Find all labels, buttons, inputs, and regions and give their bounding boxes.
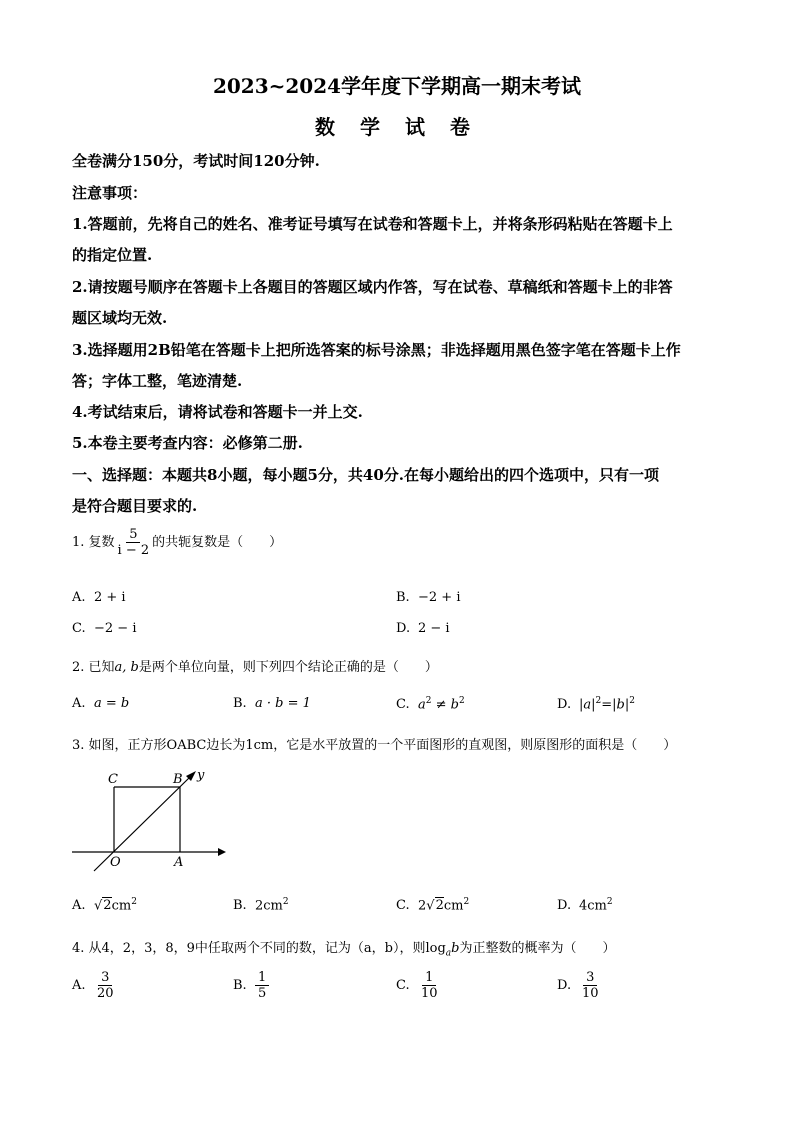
q1-fraction [115, 527, 153, 558]
q4-option-b[interactable] [233, 970, 269, 1001]
notice-item-2a: 2.请按题号顺序在答题卡上各题目的答题区域内作答，写在试卷、草稿纸和答题卡上的非答 [72, 278, 673, 296]
q2-vectors: a, b [114, 660, 139, 675]
x-axis-arrow [218, 848, 226, 856]
q2-option-b[interactable] [233, 696, 311, 711]
notice-item-1b: 的指定位置. [72, 246, 153, 264]
q4-prefix: 4. 从4，2，3，8，9中任取两个不同的数，记为（a，b），则 [72, 941, 426, 956]
q1-frac-den: i − 2 [117, 543, 150, 558]
q4-option-d[interactable] [557, 970, 602, 1001]
q1-prefix: 1. 复数 [72, 535, 115, 550]
q1-option-a-text: 2 + i [94, 590, 126, 605]
q4-option-a-label: A. [72, 978, 86, 993]
q2-option-b-label: B. [233, 696, 247, 711]
q1-option-a[interactable] [72, 590, 126, 605]
q1-option-b[interactable] [396, 590, 460, 605]
q2-option-d-b: =|b| [601, 697, 630, 713]
q4-option-b-label: B. [233, 978, 247, 993]
q4-b-num: 1 [255, 970, 269, 986]
q3-option-c-label: C. [396, 898, 410, 914]
q1-frac-num: 5 [126, 527, 140, 543]
section1-heading-a: 一、选择题：本题共8小题，每小题5分，共40分.在每小题给出的四个选项中，只有一项 [72, 466, 659, 484]
q4-option-b-frac [255, 970, 269, 1001]
q4-log-arg: b [451, 941, 460, 956]
q2-prefix: 2. 已知 [72, 660, 115, 675]
question-1 [72, 527, 282, 558]
q3-option-b-text: 2cm [255, 898, 283, 914]
q3-option-d-exp: 2 [606, 897, 613, 907]
label-b: B [173, 772, 183, 787]
q3-option-a-exp: 2 [131, 897, 137, 907]
q2-option-a[interactable] [72, 696, 129, 711]
q4-d-num: 3 [583, 970, 597, 986]
q4-option-a-frac [94, 970, 117, 1001]
q1-option-b-label: B. [396, 590, 410, 605]
q2-option-c-label: C. [396, 697, 410, 713]
q4-option-c-frac [418, 970, 441, 1001]
label-y: y [197, 768, 205, 783]
q3-option-d-label: D. [557, 898, 572, 914]
notice-item-1a: 1.答题前，先将自己的姓名、准考证号填写在试卷和答题卡上，并将条形码粘贴在答题卡上 [72, 215, 673, 233]
section1-heading-b: 是符合题目要求的. [72, 497, 198, 515]
q3-option-d-text: 4cm [579, 898, 607, 914]
q1-option-b-text: −2 + i [418, 590, 461, 605]
q2-suffix: 是两个单位向量，则下列四个结论正确的是（ ） [138, 660, 438, 675]
q2-option-a-text: a = b [94, 696, 130, 711]
q3-option-c-unit: cm [443, 898, 464, 914]
notice-item-4: 4.考试结束后，请将试卷和答题卡一并上交. [72, 403, 363, 421]
q3-option-a-label: A. [72, 898, 86, 914]
q4-log-base: a [445, 948, 452, 959]
q1-option-d-label: D. [396, 621, 411, 636]
label-o: O [110, 855, 121, 870]
q2-option-b-text: a · b = 1 [255, 696, 311, 711]
q3-option-c-exp: 2 [463, 897, 470, 907]
q3-option-c-radicand: 2 [435, 898, 444, 914]
q4-option-d-frac [579, 970, 602, 1001]
q3-figure [72, 765, 232, 875]
q4-log: log [425, 941, 446, 956]
q4-a-num: 3 [98, 970, 112, 986]
q2-option-c[interactable]: C. $a^2 \ne b^2$ [396, 696, 465, 713]
q2-option-d-a: |a| [579, 697, 596, 713]
q4-option-c-label: C. [396, 978, 410, 993]
question-3: 3. 如图，正方形OABC边长为1cm，它是水平放置的一个平面图形的直观图，则原图形的面积是（ ） [72, 738, 677, 753]
q1-option-c-text: −2 − i [94, 621, 137, 636]
q1-suffix: 的共轭复数是（ ） [152, 535, 283, 550]
q3-option-c-coef: 2 [418, 898, 427, 914]
q2-option-c-a: a [418, 697, 426, 713]
q3-option-b-label: B. [233, 898, 247, 914]
q2-option-d[interactable]: D. $|a|^2=|b|^2$ [557, 696, 635, 713]
question-2 [72, 656, 438, 675]
q1-option-c[interactable] [72, 621, 136, 636]
q4-option-c[interactable] [396, 970, 441, 1001]
notice-item-3b: 答；字体工整，笔迹清楚. [72, 372, 243, 390]
q3-option-a-unit: cm [111, 898, 132, 914]
q4-c-num: 1 [422, 970, 436, 986]
q4-option-a[interactable] [72, 970, 117, 1001]
q2-option-d-label: D. [557, 697, 572, 713]
q3-option-b-exp: 2 [282, 897, 289, 907]
q3-option-a-radicand: 2 [103, 898, 112, 914]
q1-option-a-label: A. [72, 590, 86, 605]
q4-option-d-label: D. [557, 978, 572, 993]
label-c: C [108, 772, 118, 787]
label-a: A [174, 855, 184, 870]
q2-option-c-b: ≠ b [435, 697, 459, 713]
notice-title: 注意事项： [72, 184, 148, 202]
q4-b-den: 5 [258, 986, 267, 1001]
q3-option-c[interactable]: C. $2√2cm^2$ [396, 897, 470, 914]
exam-subtitle: 数 学 试 卷 [315, 115, 479, 139]
q4-suffix: 为正整数的概率为（ ） [459, 941, 616, 956]
notice-item-5: 5.本卷主要考查内容：必修第二册. [72, 434, 303, 452]
score-line: 全卷满分150分，考试时间120分钟. [72, 152, 320, 170]
q1-option-d[interactable] [396, 621, 450, 636]
q3-option-a[interactable]: A. $√2cm^2$ [72, 897, 137, 914]
q3-option-d[interactable] [557, 897, 613, 913]
exam-title: 2023~2024学年度下学期高一期末考试 [212, 74, 582, 98]
notice-item-3a: 3.选择题用2B铅笔在答题卡上把所选答案的标号涂黑；非选择题用黑色签字笔在答题卡上作 [72, 341, 681, 359]
q4-c-den: 10 [421, 986, 438, 1001]
q2-option-a-label: A. [72, 696, 86, 711]
question-4 [72, 937, 616, 959]
q1-option-c-label: C. [72, 621, 86, 636]
notice-item-2b: 题区域均无效. [72, 309, 168, 327]
q4-a-den: 20 [97, 986, 114, 1001]
q1-option-d-text: 2 − i [418, 621, 450, 636]
q3-option-b[interactable] [233, 897, 289, 913]
q4-d-den: 10 [582, 986, 599, 1001]
